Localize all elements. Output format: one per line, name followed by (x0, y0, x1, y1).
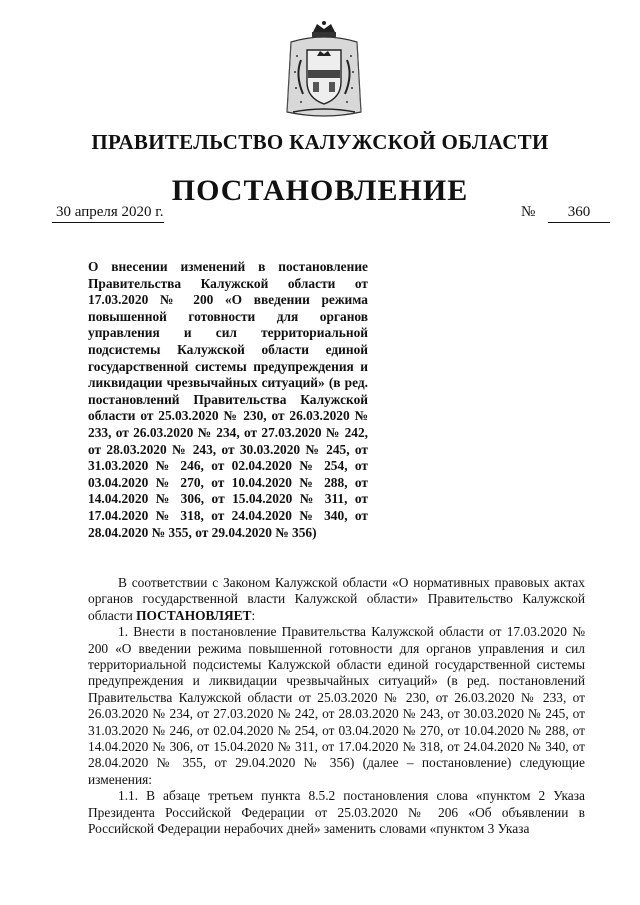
preamble-paragraph (88, 575, 585, 624)
decrees-keyword: ПОСТАНОВЛЯЕТ (136, 607, 252, 623)
decree-number: 360 (548, 204, 610, 223)
coat-of-arms-emblem (283, 20, 365, 120)
government-name: ПРАВИТЕЛЬСТВО КАЛУЖСКОЙ ОБЛАСТИ (91, 130, 549, 154)
decree-title: О внесении изменений в постановление Правительства Калужской области от 17.03.2020 № 200 «О введении режима повышенной готовности для органов управления и сил территориальной подсистемы Калужской области единой государственной системы предупреждения и ликвидации чрезвычайных ситуаций» (в ред. постановлений Правительства Калужской области от 25.03.2020 № 230, от 26.03.2020 № 233, от 26.03.2020 № 234, от 27.03.2020 № 242, от 28.03.2020 № 243, от 30.03.2020 № 245, от 31.03.2020 № 246, от 02.04.2020 № 254, от 03.04.2020 № 270, от 10.04.2020 № 288, от 14.04.2020 № 306, от 15.04.2020 № 311, от 17.04.2020 № 318, от 24.04.2020 № 340, от 28.04.2020 № 355, от 29.04.2020 № 356) (88, 259, 368, 540)
preamble-text: В соответствии с Законом Калужской области «О нормативных правовых актах органов государственной власти Калужской области» Правительство Калужской области (88, 575, 585, 623)
decree-body (88, 575, 585, 838)
item-1-1-paragraph: 1.1. В абзаце третьем пункта 8.5.2 постановления слова «пунктом 2 Указа Президента Российской Федерации от 25.03.2020 № 206 «Об объявлении в Российской Федерации нерабочих дней» заменить словами «пунктом 3 Указа (88, 788, 585, 837)
number-label: № (521, 204, 536, 220)
decree-date: 30 апреля 2020 г. (52, 204, 164, 223)
decrees-colon: : (251, 607, 256, 623)
document-type-heading: ПОСТАНОВЛЕНИЕ (171, 174, 469, 207)
item-1-paragraph: 1. Внести в постановление Правительства Калужской области от 17.03.2020 № 200 «О введении режима повышенной готовности для органов управления и сил территориальной подсистемы Калужской области единой государственной системы предупреждения и ликвидации чрезвычайных ситуаций» (в ред. постановлений Правительства Калужской области от 25.03.2020 № 230, от 26.03.2020 № 233, от 26.03.2020 № 234, от 27.03.2020 № 242, от 28.03.2020 № 243, от 30.03.2020 № 245, от 31.03.2020 № 246, от 02.04.2020 № 254, от 03.04.2020 № 270, от 10.04.2020 № 288, от 14.04.2020 № 306, от 15.04.2020 № 311, от 17.04.2020 № 318, от 24.04.2020 № 340, от 28.04.2020 № 355, от 29.04.2020 № 356) (далее – постановление) следующие изменения: (88, 624, 585, 787)
